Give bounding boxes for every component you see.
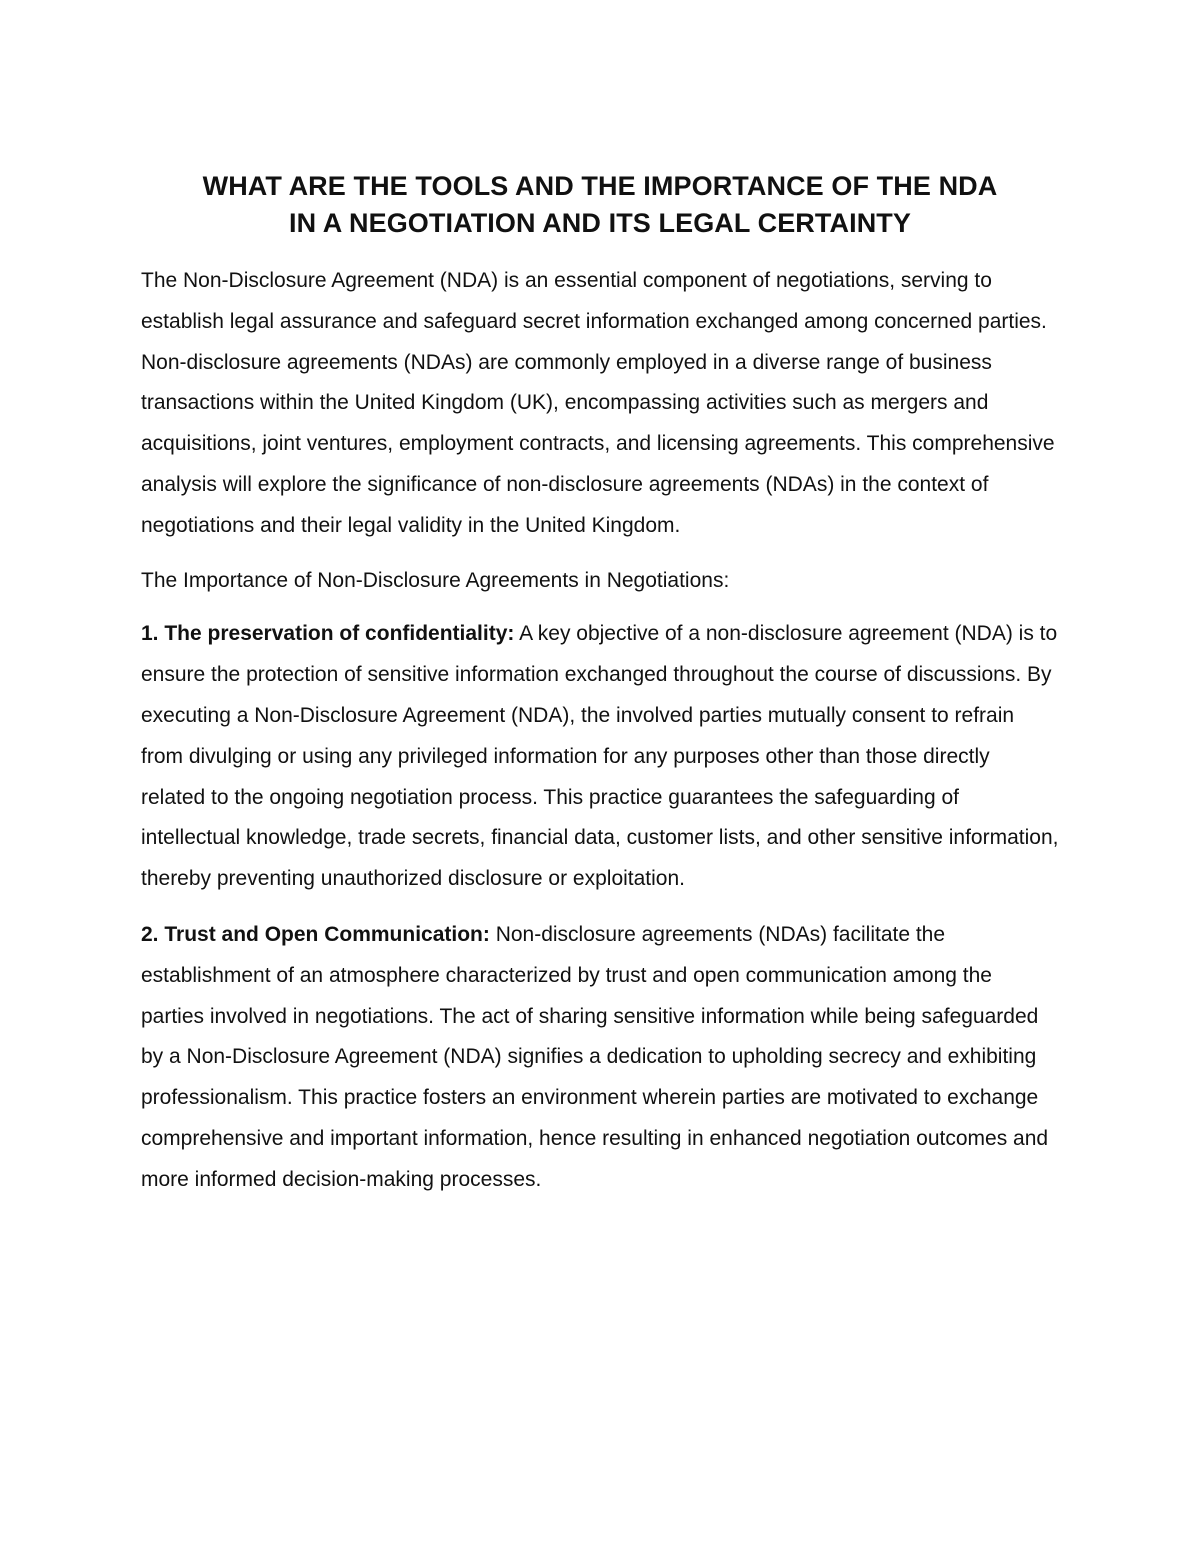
title-line-2: IN A NEGOTIATION AND ITS LEGAL CERTAINTY bbox=[289, 208, 911, 238]
point-label-1: 1. The preservation of confidentiality: bbox=[141, 622, 515, 646]
point-label-2: 2. Trust and Open Communication: bbox=[141, 922, 490, 946]
point-paragraph-1 bbox=[141, 614, 1059, 900]
intro-paragraph: The Non-Disclosure Agreement (NDA) is an essential component of negotiations, serving to establish legal assurance and safeguard secret information exchanged among concerned parties. Non-disclosure agreements (NDAs) are commonly employed in a diverse range of business transactions within the United Kingdom (UK), encompassing activities such as mergers and acquisitions, joint ventures, employment contracts, and licensing agreements. This comprehensive analysis will explore the significance of non-disclosure agreements (NDAs) in the context of negotiations and their legal validity in the United Kingdom. bbox=[141, 269, 1055, 537]
document-page bbox=[141, 168, 1059, 1201]
section-subheading: The Importance of Non-Disclosure Agreements in Negotiations: bbox=[141, 568, 730, 592]
title-line-1: WHAT ARE THE TOOLS AND THE IMPORTANCE OF THE NDA bbox=[202, 171, 998, 201]
document-title bbox=[141, 168, 1059, 242]
point-paragraph-2 bbox=[141, 915, 1059, 1201]
point-text-2: Non-disclosure agreements (NDAs) facilitate the establishment of an atmosphere characterized by trust and open communication among the parties involved in negotiations. The act of sharing sensitive information while being safeguarded by a Non-Disclosure Agreement (NDA) signifies a dedication to upholding secrecy and exhibiting professionalism. This practice fosters an environment wherein parties are motivated to exchange comprehensive and important information, hence resulting in enhanced negotiation outcomes and more informed decision-making processes. bbox=[141, 922, 1049, 1191]
point-text-1: A key objective of a non-disclosure agreement (NDA) is to ensure the protection of sensitive information exchanged throughout the course of discussions. By executing a Non-Disclosure Agreement (NDA), the involved parties mutually consent to refrain from divulging or using any privileged information for any purposes other than those directly related to the ongoing negotiation process. This practice guarantees the safeguarding of intellectual knowledge, trade secrets, financial data, customer lists, and other sensitive information, thereby preventing unauthorized disclosure or exploitation. bbox=[141, 622, 1059, 891]
